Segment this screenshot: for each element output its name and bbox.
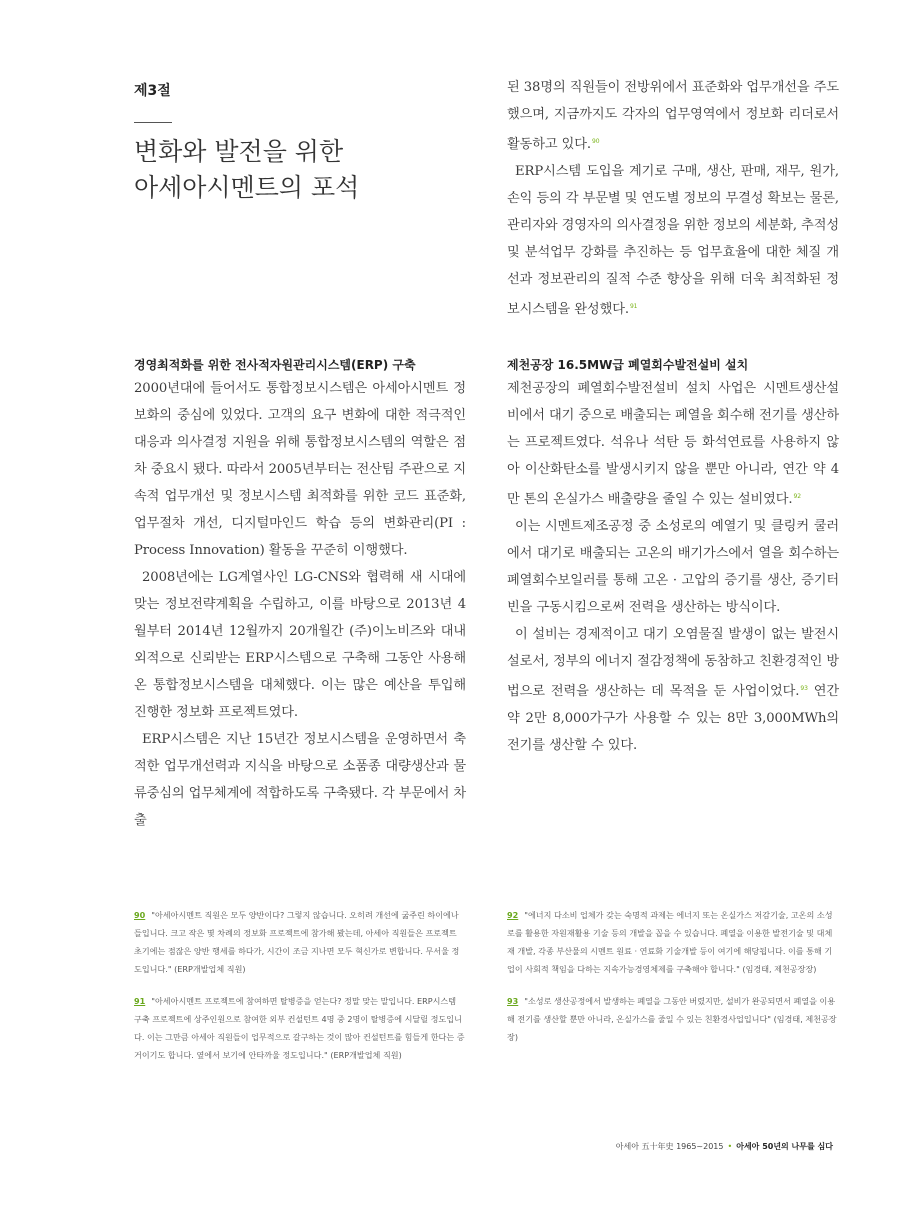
right-column-top: [507, 74, 839, 323]
right-paragraph: ERP시스템 도입을 계기로 구매, 생산, 판매, 재무, 원가, 손익 등의 각 부문별 및 연도별 정보의 무결성 확보는 물론, 관리자와 경영자의 의사결정을 위한 정보의 세분화, 추적성 및 분석업무 강화를 추진하는 등 업무효율에 대한 체질 개선과 정보관리의 질적 수준 향상을 위해 더욱 최적화된 정보시스템을 완성했다.$^{91}$: [507, 164, 839, 317]
right-paragraph: 이는 시멘트제조공정 중 소성로의 예열기 및 클링커 쿨러에서 대기로 배출되는 고온의 배기가스에서 열을 회수하는 폐열회수보일러를 통해 고온 · 고압의 증기를 생산, 증기터빈을 구동시킴으로써 전력을 생산하는 방식이다.: [507, 519, 839, 615]
chapter-title: [134, 134, 359, 206]
right-paragraph: 이 설비는 경제적이고 대기 오염물질 발생이 없는 발전시설로서, 정부의 에너지 절감정책에 동참하고 친환경적인 방법으로 전력을 생산하는 데 목적을 둔 사업이었다.$^{93}$ 연간 약 2만 8,000가구가 사용할 수 있는 8만 3,000MWh의 전기를 생산할 수 있다.: [507, 627, 839, 753]
right-heading: 제천공장 16.5MW급 폐열회수발전설비 설치: [507, 358, 749, 372]
right-column-body: [507, 375, 839, 759]
left-paragraph: ERP시스템은 지난 15년간 정보시스템을 운영하면서 축적한 업무개선력과 지식을 바탕으로 소품종 대량생산과 물류중심의 업무체계에 적합하도록 구축됐다. 각 부문에서 차출: [134, 732, 466, 828]
title-divider: [134, 122, 172, 123]
footnote-ref[interactable]: 92: [793, 493, 801, 500]
footnote-number: 90: [134, 910, 146, 920]
page-footer: [616, 1141, 833, 1152]
footer-chapter-title: 아세아 50년의 나무를 심다: [736, 1142, 833, 1151]
chapter-title-line-2: 아세아시멘트의 포석: [134, 173, 360, 202]
right-paragraph: 된 38명의 직원들이 전방위에서 표준화와 업무개선을 주도했으며, 지금까지도 각자의 업무영역에서 정보화 리더로서 활동하고 있다.$^{90}$: [507, 80, 839, 152]
footnote: 90 "아세아시멘트 직원은 모두 양반이다? 그렇지 않습니다. 오히려 개선에 굶주린 하이에나들입니다. 크고 작은 몇 차례의 정보화 프로젝트에 참가해 봤는데, 아세아 직원들은 프로젝트 초기에는 점잖은 양반 행세를 하다가, 시간이 조금 지나면 모두 혁신가로 변합니다. 무서울 정도입니다." (ERP개발업체 직원): [134, 910, 460, 974]
footnote-ref[interactable]: 90: [592, 138, 600, 145]
footnote: 93 "소성로 생산공정에서 발생하는 폐열을 그동안 버렸지만, 설비가 완공되면서 폐열을 이용해 전기를 생산할 뿐만 아니라, 온실가스를 줄일 수 있는 친환경사업입니다" (임경태, 제천공장장): [507, 996, 837, 1042]
footer-book-title: 아세아 五十年史 1965~2015: [615, 1142, 724, 1151]
left-paragraph: 2008년에는 LG계열사인 LG-CNS와 협력해 새 시대에 맞는 정보전략계획을 수립하고, 이를 바탕으로 2013년 4월부터 2014년 12월까지 20개월간 (주)이노비즈와 대내외적으로 신뢰받는 ERP시스템으로 구축해 그동안 사용해온 통합정보시스템을 대체했다. 이는 많은 예산을 투입해 진행한 정보화 프로젝트였다.: [134, 570, 466, 720]
right-paragraph: 제천공장의 폐열회수발전설비 설치 사업은 시멘트생산설비에서 대기 중으로 배출되는 폐열을 회수해 전기를 생산하는 프로젝트였다. 석유나 석탄 등 화석연료를 사용하지 않아 이산화탄소를 발생시키지 않을 뿐만 아니라, 연간 약 4만 톤의 온실가스 배출량을 줄일 수 있는 설비였다.$^{92}$: [507, 381, 839, 507]
footnote-ref[interactable]: 91: [629, 303, 638, 310]
footer-separator: •: [727, 1142, 733, 1151]
footnotes-left: [134, 906, 466, 1078]
section-label: 제3절: [134, 83, 171, 99]
footnote: 91 "아세아시멘트 프로젝트에 참여하면 탈병증을 얻는다? 정말 맞는 말입니다. ERP시스템 구축 프로젝트에 상주인원으로 참여한 외부 컨설턴트 4명 중 2명이 탈병증에 시달릴 정도입니다. 이는 그만큼 아세아 직원들이 업무적으로 갈구하는 것이 많아 컨설턴트를 힘들게 한다는 증거이기도 합니다. 옆에서 보기에 안타까울 정도입니다." (ERP개발업체 직원): [134, 996, 465, 1060]
left-heading: 경영최적화를 위한 전사적자원관리시스템(ERP) 구축: [134, 358, 416, 372]
chapter-title-line-1: 변화와 발전을 위한: [134, 137, 344, 166]
footnotes-right: [507, 906, 839, 1060]
left-column-body: [134, 375, 466, 834]
left-paragraph: 2000년대에 들어서도 통합정보시스템은 아세아시멘트 정보화의 중심에 있었다. 고객의 요구 변화에 대한 적극적인 대응과 의사결정 지원을 위해 통합정보시스템의 역할은 점차 중요시 됐다. 따라서 2005년부터는 전산팀 주관으로 지속적 업무개선 및 정보시스템 최적화를 위한 코드 표준화, 업무절차 개선, 디지털마인드 학습 등의 변화관리(PI : Process Innovation) 활동을 꾸준히 이행했다.: [134, 381, 466, 558]
footnote-number: 92: [507, 910, 519, 920]
footnote-number: 91: [134, 996, 146, 1006]
footnote: 92 "에너지 다소비 업체가 갖는 숙명적 과제는 에너지 또는 온실가스 저감기술, 고온의 소성로를 활용한 자원재활용 기술 등의 개발을 꼽을 수 있습니다. 폐열을 이용한 발전기술 및 대체재 개발, 각종 부산물의 시멘트 원료 · 연료화 기술개발 등이 여기에 해당됩니다. 이를 통해 기업이 사회적 책임을 다하는 지속가능경영체제를 구축해야 합니다." (임경태, 제천공장장): [507, 910, 833, 974]
footnote-ref[interactable]: 93: [800, 685, 808, 692]
footnote-number: 93: [507, 996, 519, 1006]
